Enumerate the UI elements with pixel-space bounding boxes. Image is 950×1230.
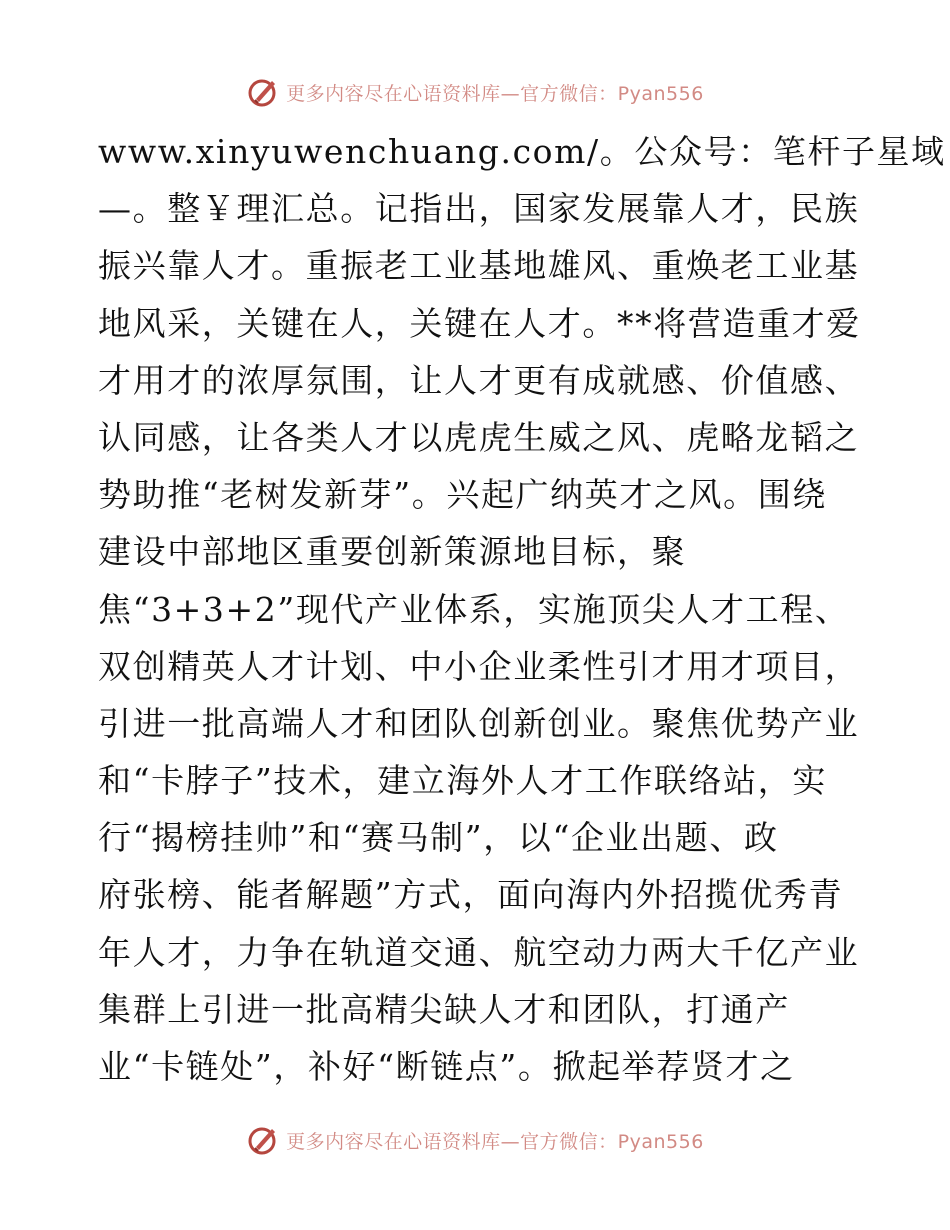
body-text-line: www.xinyuwenchuang.com/。公众号：笔杆子星域	[98, 132, 946, 171]
body-text-line: 才用才的浓厚氛围，让人才更有成就感、价值感、	[98, 360, 860, 400]
body-text-line: 双创精英人才计划、中小企业柔性引才用才项目，	[98, 646, 860, 686]
body-text-line: —。整￥理汇总。记指出，国家发展靠人才，民族	[98, 189, 860, 229]
body-text-line: 建设中部地区重要创新策源地目标，聚	[98, 532, 687, 572]
quill-pen-logo-icon	[246, 75, 280, 109]
header-banner-text: 更多内容尽在心语资料库—官方微信：Pyan556	[286, 82, 704, 105]
footer-banner	[0, 1120, 950, 1160]
body-text-line: 振兴靠人才。重振老工业基地雄风、重焕老工业基	[98, 246, 860, 286]
body-text-line: 业“卡链处”，补好“断链点”。掀起举荐贤才之	[98, 1047, 795, 1086]
body-text-line: 地风采，关键在人，关键在人才。**将营造重才爱	[98, 303, 861, 343]
body-text-line: 行“揭榜挂帅”和“赛马制”，以“企业出题、政	[98, 818, 779, 858]
body-text-line: 府张榜、能者解题”方式，面向海内外招揽优秀青	[98, 875, 844, 915]
footer-banner-text: 更多内容尽在心语资料库—官方微信：Pyan556	[286, 1130, 704, 1153]
body-text-line: 认同感，让各类人才以虎虎生威之风、虎略龙韬之	[98, 417, 860, 457]
body-text-line: 引进一批高端人才和团队创新创业。聚焦优势产业	[98, 703, 860, 743]
body-text-line: 势助推“老树发新芽”。兴起广纳英才之风。围绕	[98, 475, 827, 515]
body-text-line: 和“卡脖子”技术，建立海外人才工作联络站，实	[98, 761, 827, 801]
body-text-line: 集群上引进一批高精尖缺人才和团队，打通产	[98, 989, 790, 1029]
quill-pen-logo-icon	[246, 1123, 280, 1157]
header-banner	[0, 72, 950, 112]
body-text-line: 年人才，力争在轨道交通、航空动力两大千亿产业	[98, 932, 860, 972]
body-text-line: 焦“3+3+2”现代产业体系，实施顶尖人才工程、	[98, 589, 850, 629]
document-body	[98, 123, 946, 1095]
